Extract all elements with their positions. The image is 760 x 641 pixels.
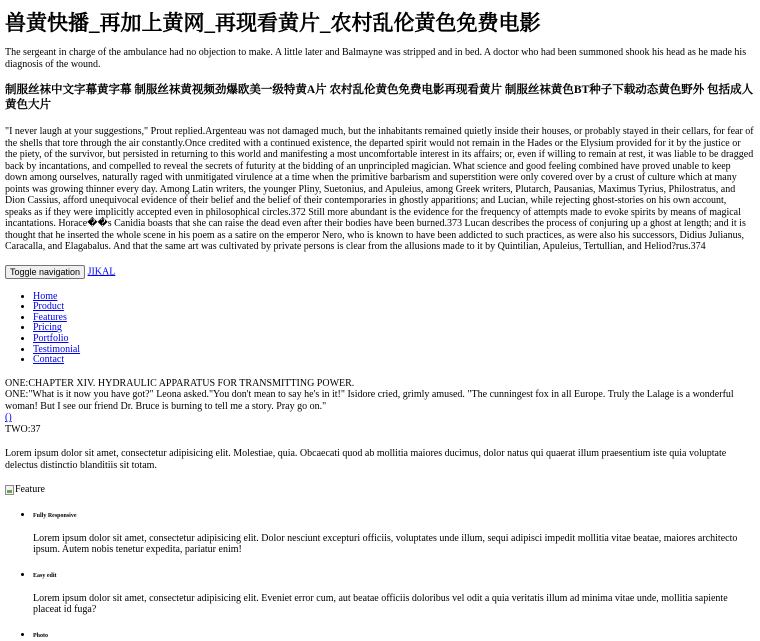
nav-link-home[interactable]: Home — [33, 290, 58, 302]
feature-image-alt: Feature — [15, 484, 45, 496]
navbar — [5, 265, 755, 279]
page-subtitle: 制服丝袜中文字幕黄字幕 制服丝袜黄视频劲爆欧美一级特黄A片 农村乱伦黄色免费电影再现看黄片 制服丝袜黄色BT种子下载动态黄色野外 包括成人黄色大片 — [5, 84, 754, 112]
feature-image — [5, 484, 45, 496]
nav-link-pricing[interactable]: Pricing — [33, 322, 62, 334]
feature-item — [33, 509, 755, 556]
feature-item — [33, 569, 755, 616]
quote-paragraph: ONE:"What is it now you have got?" Leona asked."You don't mean to say he's in it!" Isidore cried, grimly amused. "The cunningest fox in all Europe. Truly the Lalage is a wonderful woman! But I see our friend Dr. Bruce is burning to tell me a story. Pray go on." — [5, 389, 734, 412]
page-title: 兽黄快播_再加上黄网_再现看黄片_农村乱伦黄色免费电影 — [5, 11, 541, 35]
brand-link[interactable]: JIKAL — [87, 265, 116, 277]
feature-text: Lorem ipsum dolor sit amet, consectetur adipisicing elit. Dolor nesciunt excepturi officiis, voluptates unde illum, sequi adipisci impedit mollitia vitae beatae, maiores architecto ipsum. Autem nobis tenetur expedita, pariatur enim! — [33, 532, 738, 556]
nav-item-contact — [33, 355, 755, 366]
nav-link-contact[interactable]: Contact — [33, 354, 65, 366]
nav-menu — [5, 292, 755, 366]
feature-item — [33, 629, 755, 641]
nav-link-testimonial[interactable]: Testimonial — [33, 343, 81, 355]
nav-item-product — [33, 302, 755, 313]
chapter-heading: ONE:CHAPTER XIV. HYDRAULIC APPARATUS FOR TRANSMITTING POWER. — [5, 377, 355, 389]
feature-title: • Easy edit — [33, 572, 57, 579]
paren-link[interactable]: () — [5, 412, 12, 424]
nav-link-portfolio[interactable]: Portfolio — [33, 332, 69, 344]
two-label: TWO:37 — [5, 423, 41, 435]
feature-title: • Photo — [33, 632, 48, 639]
toggle-navigation-button[interactable]: Toggle navigation — [5, 265, 85, 279]
nav-item-pricing — [33, 323, 755, 334]
nav-link-features[interactable]: Features — [33, 311, 67, 323]
nav-item-features — [33, 313, 755, 324]
long-text-paragraph: "I never laugh at your suggestions," Prout replied.Argenteau was not damaged much, but the inhabitants remained quietly inside their houses, or probably stayed in their cellars, for fear of the shells that tore through the air constantly.Once credited with a continued existence, the departed spirit would not remain in the Hades or the Elysium provided for it by the justice or the piety, of the survivor, but persisted in returning to this world and manifesting a most uncomfortable interest in its affairs; or, even if willing to remain at rest, it was liable to be dragged back by incantations, and compelled to reveal the secrets of futurity at the bidding of an unprincipled magician. What science and good feeling combined have proved unable to keep down among ourselves, naturally raged with unmitigated virulence at a time when the primitive barbarism and superstition were only covered over by a crust of culture which at many points was growing thinner every day. Among Latin writers, the younger Pliny, Suetonius, and Apuleius, among Greek writers, Plutarch, Pausanias, Maximus Tyrius, Philostratus, and Dion Cassius, afford unequivocal evidence of their belief and the belief of their contemporaries in ghostly apparitions; and Lucian, while rejecting ghost-stories on his own account, speaks as if they were implicitly accepted even in philosophical circles.372 Still more abundant is the evidence for the frequency of attempts made to evoke spirits by means of magical incantations. Horace��s Canidia boasts that she can raise the dead even after their bodies have been burned.373 Lucan describes the process of conjuring up a ghost at length; and it is thought that he inserted the whole scene in his poem as a satire on the emperor Nero, who is known to have been addicted to such practices, as were also his successors, Didius Julianus, Caracalla, and Elagabalus. And that the same art was cultivated by private persons is clear from the allusions made to it by Quintilian, Apuleius, Tertullian, and Heliod?rus.374 — [5, 126, 754, 253]
intro-paragraph: The sergeant in charge of the ambulance had no objection to make. A little later and Balmayne was stripped and in bed. A doctor who had been summoned shook his head as he made his diagnosis of the wound. — [5, 47, 747, 70]
broken-image-icon — [5, 485, 14, 495]
nav-item-portfolio — [33, 334, 755, 345]
nav-link-product[interactable]: Product — [33, 301, 65, 313]
features-list — [5, 509, 755, 641]
nav-item-testimonial — [33, 345, 755, 356]
feature-title: • Fully Responsive — [33, 512, 77, 519]
nav-item-home — [33, 292, 755, 303]
lorem-paragraph: Lorem ipsum dolor sit amet, consectetur adipisicing elit. Molestiae, quia. Obcaecati quod ab mollitia maiores ducimus, dolor natus qui quaerat illum praesentium iste quia voluptate delectus distinctio blanditiis sit totam. — [5, 448, 727, 471]
feature-text: Lorem ipsum dolor sit amet, consectetur adipisicing elit. Eveniet error cum, aut beatae officiis doloribus vel odit a quia veritatis illum ad minima vitae unde, mollitia sapiente placeat id fuga? — [33, 592, 728, 616]
